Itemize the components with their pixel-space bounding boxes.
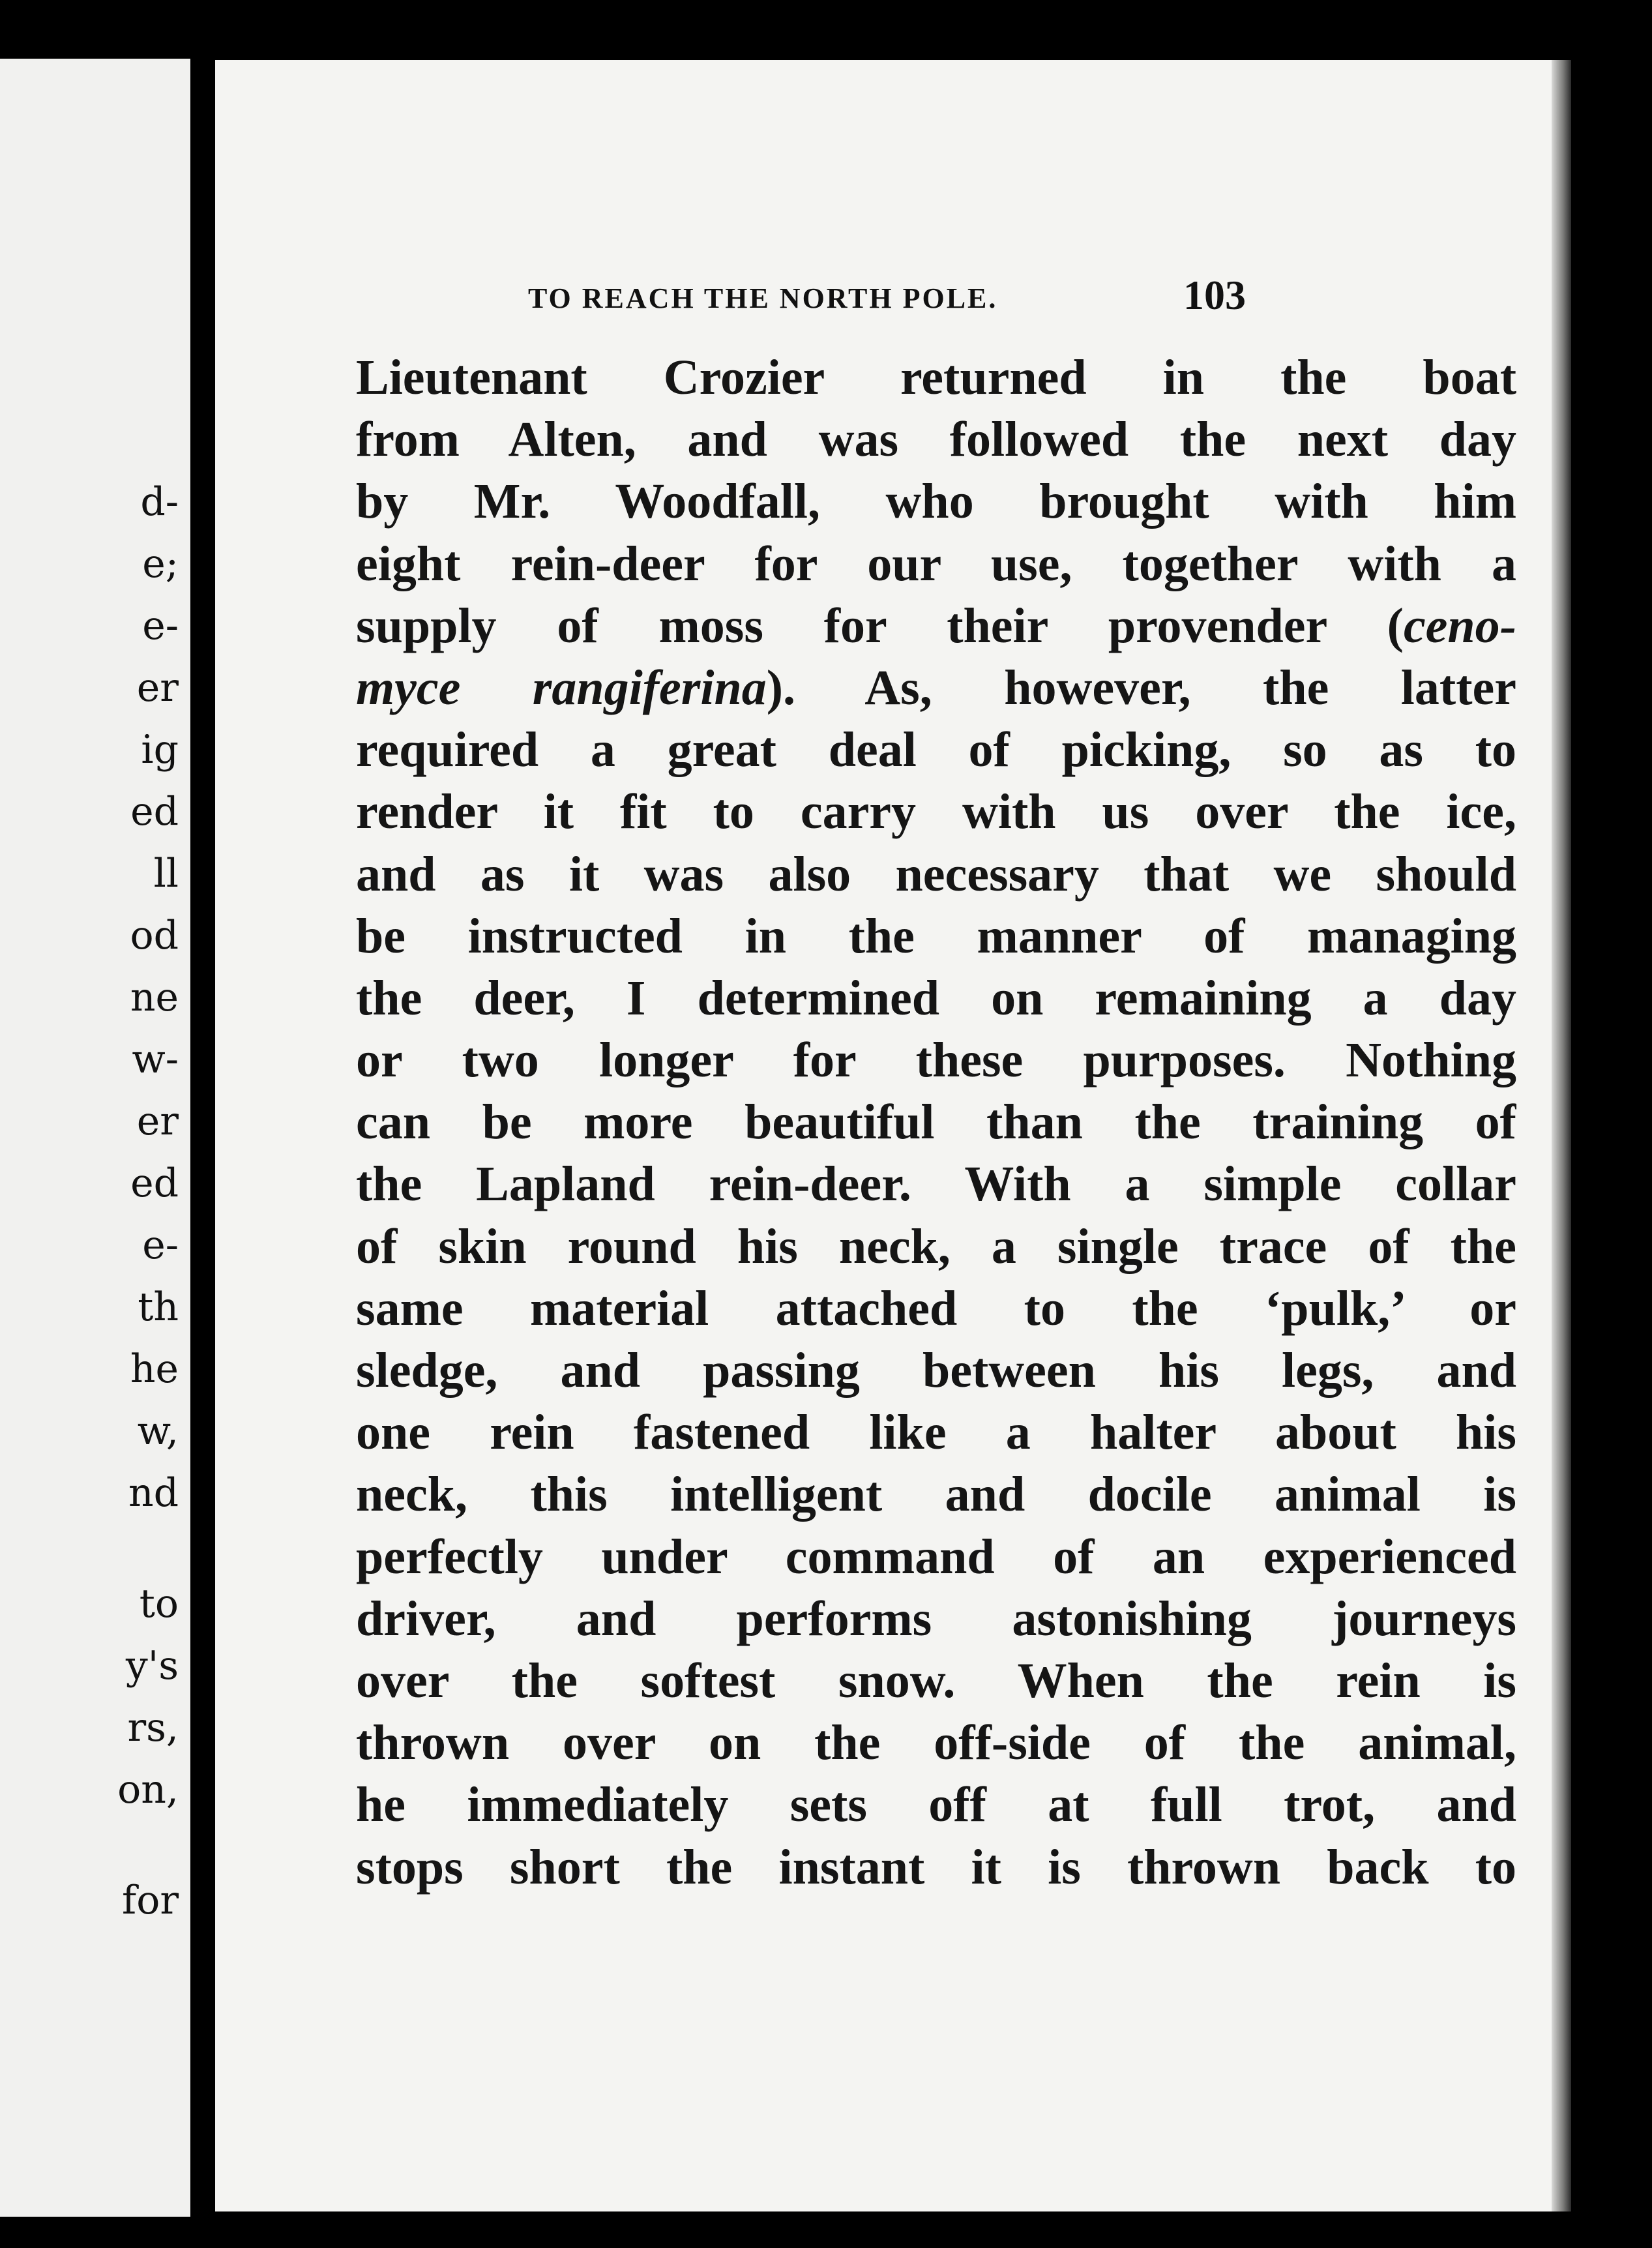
left-fragment: d- <box>140 479 179 525</box>
left-fragment: e; <box>142 541 179 587</box>
left-fragment: e- <box>142 1222 179 1268</box>
text-line: neck, this intelligent and docile animal is <box>356 1467 1516 1522</box>
left-fragment: e- <box>142 603 179 649</box>
text-line: driver, and performs astonishing journeys <box>356 1591 1516 1646</box>
left-fragment: ed <box>130 1161 179 1206</box>
left-fragment: ll <box>153 851 179 896</box>
text-line: of skin round his neck, a single trace of the <box>356 1219 1516 1274</box>
text-run: ). As, however, the latter <box>766 660 1516 715</box>
left-fragment: ne <box>130 975 179 1020</box>
left-fragment: w- <box>132 1037 179 1082</box>
text-line <box>356 595 1516 657</box>
text-line: the deer, I determined on remaining a day <box>356 970 1516 1026</box>
left-fragment: to <box>139 1581 179 1627</box>
left-fragment: nd <box>128 1470 179 1516</box>
text-line: stops short the instant it is thrown back to <box>356 1839 1516 1895</box>
left-fragment: for <box>121 1878 179 1923</box>
text-line: and as it was also necessary that we should <box>356 846 1516 902</box>
left-fragment: ig <box>141 727 179 773</box>
text-line: can be more beautiful than the training of <box>356 1095 1516 1150</box>
text-line: be instructed in the manner of managing <box>356 908 1516 964</box>
left-fragment: he <box>130 1346 179 1392</box>
text-line <box>356 657 1516 719</box>
text-line: over the softest snow. When the rein is <box>356 1653 1516 1708</box>
italic-text-run: myce rangiferina <box>356 660 767 715</box>
left-fragment: od <box>130 913 179 958</box>
left-fragment: w, <box>137 1408 179 1454</box>
text-line: one rein fastened like a halter about his <box>356 1405 1516 1460</box>
left-fragment: y's <box>125 1643 179 1689</box>
left-fragment: er <box>136 665 179 711</box>
text-line: by Mr. Woodfall, who brought with him <box>356 474 1516 529</box>
text-line: render it fit to carry with us over the ice, <box>356 784 1516 840</box>
text-line: from Alten, and was followed the next day <box>356 412 1516 467</box>
text-line: the Lapland rein-deer. With a simple collar <box>356 1157 1516 1212</box>
left-fragment: er <box>136 1099 179 1144</box>
body-text <box>356 347 1516 1899</box>
page-edge-shadow <box>1552 60 1571 2211</box>
book-page <box>215 60 1552 2211</box>
page-number: 103 <box>1183 272 1246 318</box>
left-fragment: ed <box>130 789 179 835</box>
previous-page-fragment <box>0 59 190 2217</box>
text-line: sledge, and passing between his legs, and <box>356 1343 1516 1398</box>
left-fragment: on, <box>117 1767 179 1812</box>
text-run: supply of moss for their provender ( <box>356 598 1404 653</box>
text-line: thrown over on the off-side of the animal, <box>356 1715 1516 1771</box>
text-line: perfectly under command of an experienced <box>356 1529 1516 1584</box>
left-fragment: rs, <box>127 1705 179 1751</box>
text-line: required a great deal of picking, so as to <box>356 722 1516 778</box>
text-line: he immediately sets off at full trot, and <box>356 1777 1516 1833</box>
text-line: Lieutenant Crozier returned in the boat <box>356 350 1516 405</box>
text-line: or two longer for these purposes. Nothing <box>356 1033 1516 1088</box>
text-line: same material attached to the ‘pulk,’ or <box>356 1280 1516 1336</box>
running-head: TO REACH THE NORTH POLE. <box>528 282 998 314</box>
text-line: eight rein-deer for our use, together with a <box>356 536 1516 591</box>
left-fragment: th <box>138 1284 179 1330</box>
italic-text-run: ceno- <box>1403 598 1516 653</box>
